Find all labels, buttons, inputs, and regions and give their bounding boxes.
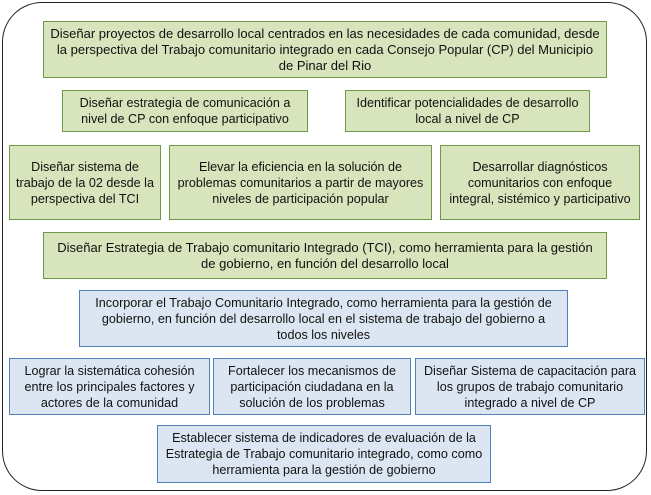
box-diagnosticos-comunitarios: Desarrollar diagnósticos comunitarios con enfoque integral, sistémico y participativo — [440, 145, 640, 220]
box-sistema-trabajo: Diseñar sistema de trabajo de la 02 desde la perspectiva del TCI — [9, 145, 161, 220]
box-sistema-capacitacion: Diseñar Sistema de capacitación para los grupos de trabajo comunitario integrado a nivel de CP — [415, 358, 645, 415]
box-mecanismos-participacion: Fortalecer los mecanismos de participación ciudadana en la solución de los problemas — [213, 358, 411, 415]
box-incorporar-tci: Incorporar el Trabajo Comunitario Integrado, como herramienta para la gestión de gobierno, en función del desarrollo local en el sistema de trabajo del gobierno a todos los niveles — [79, 290, 568, 347]
box-cohesion: Lograr la sistemática cohesión entre los principales factores y actores de la comunidad — [9, 358, 210, 415]
box-disenar-proyectos: Diseñar proyectos de desarrollo local centrados en las necesidades de cada comunidad, desde la perspectiva del Trabajo comunitario integrado en cada Consejo Popular (CP) del Municipio de Pinar del Rio — [43, 21, 607, 78]
box-estrategia-comunicacion: Diseñar estrategia de comunicación a nivel de CP con enfoque participativo — [62, 90, 308, 132]
box-estrategia-tci: Diseñar Estrategia de Trabajo comunitario Integrado (TCI), como herramienta para la gestión de gobierno, en función del desarrollo local — [43, 232, 607, 279]
box-elevar-eficiencia: Elevar la eficiencia en la solución de problemas comunitarios a partir de mayores niveles de participación popular — [169, 145, 432, 220]
box-sistema-indicadores: Establecer sistema de indicadores de evaluación de la Estrategia de Trabajo comunitario integrado, como como herramienta para la gestión de gobierno — [157, 425, 491, 483]
box-identificar-potencialidades: Identificar potencialidades de desarrollo local a nivel de CP — [345, 90, 590, 132]
